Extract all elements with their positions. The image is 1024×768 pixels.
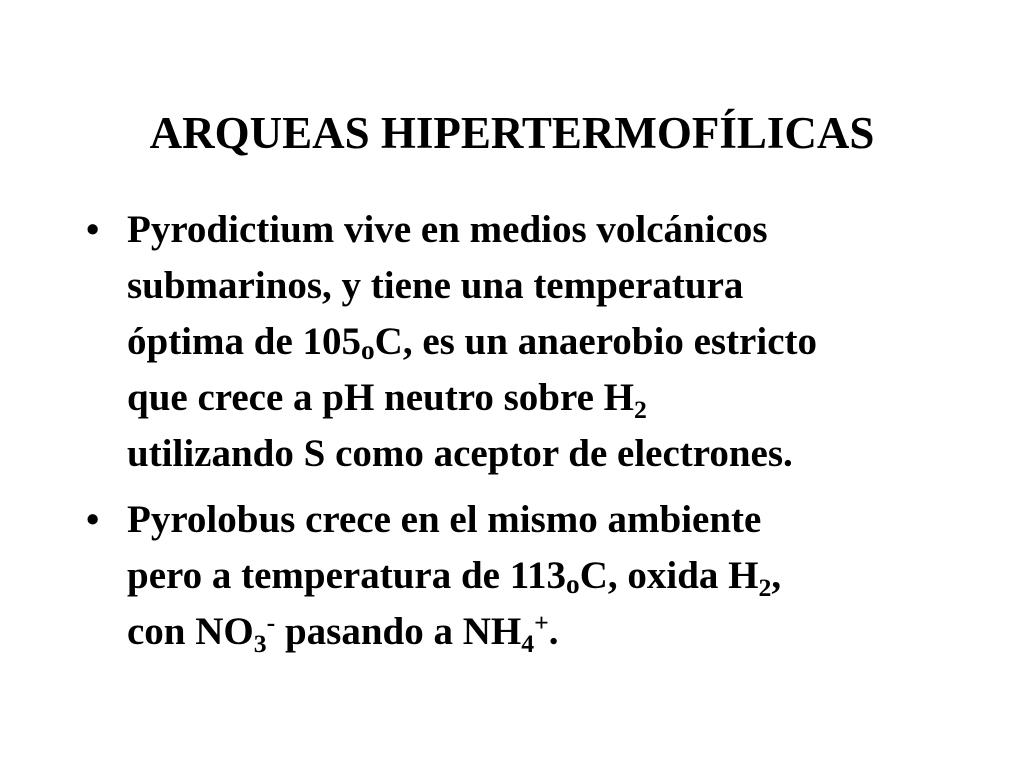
- text-run: pero a temperatura de 113: [127, 554, 567, 597]
- bullet-marker: •: [86, 499, 100, 541]
- text-run: C, es un anaerobio estricto: [374, 320, 817, 363]
- degree-mark: o: [361, 334, 375, 365]
- bullet-list: [86, 202, 966, 670]
- bullet-text-line: submarinos, y tiene una temperatura: [127, 264, 744, 307]
- text-run: óptima de 105: [127, 320, 361, 363]
- subscript: 4: [521, 629, 535, 659]
- bullet-marker: •: [86, 209, 100, 251]
- bullet-item-pyrodictium: [86, 202, 966, 482]
- slide-title: ARQUEAS HIPERTERMOFÍLICAS: [149, 108, 875, 158]
- subscript: 3: [253, 629, 267, 659]
- subscript: 2: [758, 573, 772, 603]
- superscript: +: [534, 607, 549, 637]
- degree-mark: o: [566, 568, 580, 599]
- bullet-text-line: [127, 604, 966, 660]
- bullet-text-line: utilizando S como aceptor de electrones.: [127, 432, 793, 475]
- bullet-text-line: [127, 548, 966, 604]
- text-run: ,: [771, 554, 782, 597]
- bullet-item-pyrolobus: [86, 492, 966, 660]
- text-run: C, oxida H: [579, 554, 759, 597]
- bullet-text-line: [127, 314, 966, 370]
- bullet-text-line: [127, 370, 966, 426]
- text-run: con NO: [127, 610, 254, 653]
- bullet-text-line: Pyrolobus crece en el mismo ambiente: [127, 498, 762, 541]
- text-run: .: [548, 610, 559, 653]
- text-run: que crece a pH neutro sobre H: [127, 376, 634, 419]
- subscript: 2: [633, 395, 647, 425]
- superscript: -: [266, 607, 276, 637]
- text-run: pasando a NH: [275, 610, 522, 653]
- bullet-text-line: Pyrodictium vive en medios volcánicos: [127, 208, 768, 251]
